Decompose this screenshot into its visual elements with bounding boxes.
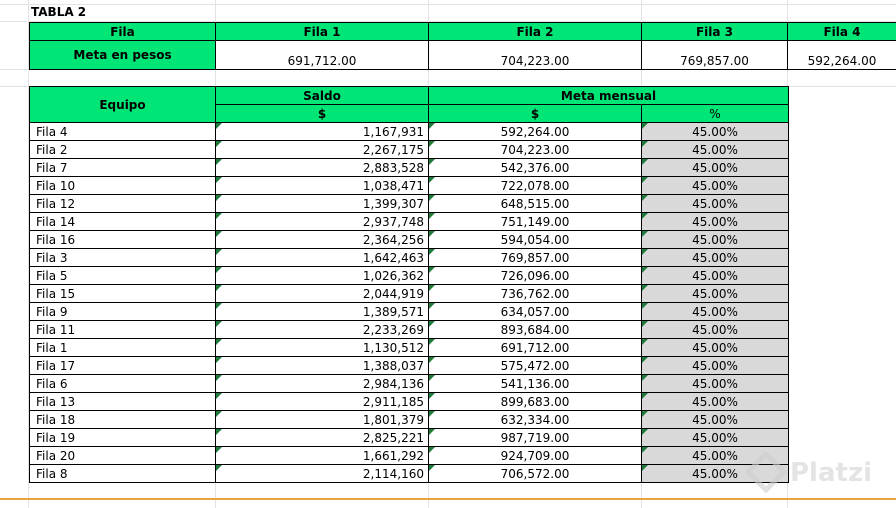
- row-saldo-cell[interactable]: [216, 411, 429, 429]
- error-indicator-icon: [216, 303, 222, 309]
- row-meta-cell[interactable]: [429, 321, 642, 339]
- error-indicator-icon: [642, 195, 648, 201]
- row-percent-cell[interactable]: [642, 303, 789, 321]
- row-meta-cell[interactable]: [429, 141, 642, 159]
- row-saldo-value: 2,825,221: [362, 430, 424, 445]
- row-saldo-value: 1,389,571: [362, 304, 424, 319]
- error-indicator-icon: [216, 411, 222, 417]
- equipo-saldo-table: [29, 86, 789, 483]
- error-indicator-icon: [642, 303, 648, 309]
- error-indicator-icon: [216, 447, 222, 453]
- row-meta-cell[interactable]: [429, 339, 642, 357]
- row-percent-value: 45.00%: [692, 304, 738, 319]
- table-row: [30, 159, 789, 177]
- error-indicator-icon: [216, 375, 222, 381]
- row-equipo-cell[interactable]: Fila 10: [30, 177, 216, 195]
- row-meta-value: 736,762.00: [500, 286, 570, 301]
- row-saldo-value: 1,038,471: [362, 178, 424, 193]
- row-saldo-cell[interactable]: [216, 195, 429, 213]
- row-saldo-value: 2,233,269: [362, 322, 424, 337]
- error-indicator-icon: [429, 141, 435, 147]
- header-cell-fila-4[interactable]: Fila 4: [788, 23, 896, 41]
- error-indicator-icon: [429, 393, 435, 399]
- table-row: [30, 465, 789, 483]
- error-indicator-icon: [216, 141, 222, 147]
- header-meta-currency[interactable]: $: [429, 105, 642, 123]
- row-meta-cell[interactable]: [429, 357, 642, 375]
- row-meta-cell[interactable]: [429, 303, 642, 321]
- row-equipo-cell[interactable]: Fila 2: [30, 141, 216, 159]
- row-percent-cell[interactable]: [642, 159, 789, 177]
- row-meta-value: 769,857.00: [500, 250, 570, 265]
- row-equipo-cell[interactable]: Fila 17: [30, 357, 216, 375]
- error-indicator-icon: [216, 213, 222, 219]
- row-percent-value: 45.00%: [692, 358, 738, 373]
- row-saldo-cell[interactable]: [216, 357, 429, 375]
- error-indicator-icon: [429, 465, 435, 471]
- row-meta-value: 632,334.00: [500, 412, 570, 427]
- table-row: [30, 285, 789, 303]
- row-meta-cell[interactable]: [429, 159, 642, 177]
- row-percent-cell[interactable]: [642, 411, 789, 429]
- row-meta-cell[interactable]: [429, 231, 642, 249]
- row-saldo-cell[interactable]: [216, 321, 429, 339]
- row-percent-cell[interactable]: [642, 249, 789, 267]
- row-equipo-cell[interactable]: Fila 14: [30, 213, 216, 231]
- row-meta-value: 722,078.00: [500, 178, 570, 193]
- error-indicator-icon: [429, 159, 435, 165]
- error-indicator-icon: [642, 123, 648, 129]
- error-indicator-icon: [642, 321, 648, 327]
- row-percent-value: 45.00%: [692, 322, 738, 337]
- error-indicator-icon: [429, 447, 435, 453]
- sheet-title: TABLA 2: [31, 5, 87, 19]
- row-percent-cell[interactable]: [642, 285, 789, 303]
- row-saldo-value: 1,130,512: [362, 340, 424, 355]
- row-meta-value: 648,515.00: [500, 196, 570, 211]
- error-indicator-icon: [216, 195, 222, 201]
- row-meta-value: 726,096.00: [500, 268, 570, 283]
- error-indicator-icon: [429, 249, 435, 255]
- row-equipo-cell[interactable]: Fila 15: [30, 285, 216, 303]
- header-meta-mensual[interactable]: Meta mensual: [429, 87, 789, 105]
- table-row: [30, 249, 789, 267]
- row-saldo-cell[interactable]: [216, 123, 429, 141]
- row-meta-value: 924,709.00: [500, 448, 570, 463]
- error-indicator-icon: [216, 177, 222, 183]
- row-equipo-cell[interactable]: Fila 9: [30, 303, 216, 321]
- table-row: [30, 429, 789, 447]
- error-indicator-icon: [429, 411, 435, 417]
- row-meta-cell[interactable]: [429, 447, 642, 465]
- row-percent-cell[interactable]: [642, 267, 789, 285]
- row-meta-cell[interactable]: [429, 195, 642, 213]
- error-indicator-icon: [642, 267, 648, 273]
- error-indicator-icon: [216, 465, 222, 471]
- meta-value-fila-4[interactable]: 592,264.00: [788, 41, 896, 70]
- error-indicator-icon: [642, 159, 648, 165]
- row-percent-value: 45.00%: [692, 412, 738, 427]
- row-meta-value: 691,712.00: [500, 340, 570, 355]
- row-meta-cell[interactable]: [429, 285, 642, 303]
- row-saldo-value: 2,364,256: [362, 232, 424, 247]
- row-saldo-value: 1,167,931: [362, 124, 424, 139]
- error-indicator-icon: [216, 393, 222, 399]
- error-indicator-icon: [642, 285, 648, 291]
- row-saldo-value: 2,114,160: [362, 466, 424, 481]
- row-equipo-cell[interactable]: Fila 7: [30, 159, 216, 177]
- row-meta-cell[interactable]: [429, 123, 642, 141]
- row-percent-value: 45.00%: [692, 430, 738, 445]
- header-saldo[interactable]: Saldo: [216, 87, 429, 105]
- row-saldo-value: 2,984,136: [362, 376, 424, 391]
- row-equipo-cell[interactable]: Fila 16: [30, 231, 216, 249]
- row-meta-cell[interactable]: [429, 393, 642, 411]
- error-indicator-icon: [216, 249, 222, 255]
- row-saldo-cell[interactable]: [216, 159, 429, 177]
- row-saldo-value: 1,642,463: [362, 250, 424, 265]
- row-percent-value: 45.00%: [692, 376, 738, 391]
- error-indicator-icon: [642, 447, 648, 453]
- error-indicator-icon: [642, 231, 648, 237]
- error-indicator-icon: [429, 267, 435, 273]
- error-indicator-icon: [216, 123, 222, 129]
- error-indicator-icon: [429, 357, 435, 363]
- header-cell-fila-2[interactable]: Fila 2: [429, 23, 642, 41]
- error-indicator-icon: [216, 285, 222, 291]
- row-percent-cell[interactable]: [642, 195, 789, 213]
- table-row: [30, 267, 789, 285]
- row-equipo-cell[interactable]: Fila 4: [30, 123, 216, 141]
- row-meta-cell[interactable]: [429, 429, 642, 447]
- header-cell-fila-1[interactable]: Fila 1: [216, 23, 429, 41]
- row-percent-value: 45.00%: [692, 250, 738, 265]
- row-saldo-cell[interactable]: [216, 465, 429, 483]
- row-equipo-cell[interactable]: Fila 1: [30, 339, 216, 357]
- row-percent-value: 45.00%: [692, 124, 738, 139]
- row-equipo-cell[interactable]: Fila 8: [30, 465, 216, 483]
- row-saldo-value: 1,388,037: [362, 358, 424, 373]
- row-equipo-cell[interactable]: Fila 20: [30, 447, 216, 465]
- row-equipo-cell[interactable]: Fila 5: [30, 267, 216, 285]
- header-cell-fila[interactable]: Fila: [30, 23, 216, 41]
- table-row: [30, 303, 789, 321]
- row-percent-cell[interactable]: [642, 213, 789, 231]
- row-saldo-cell[interactable]: [216, 375, 429, 393]
- row-saldo-value: 2,044,919: [362, 286, 424, 301]
- row-meta-cell[interactable]: [429, 249, 642, 267]
- error-indicator-icon: [642, 141, 648, 147]
- row-saldo-value: 2,883,528: [362, 160, 424, 175]
- row-saldo-cell[interactable]: [216, 303, 429, 321]
- row-percent-value: 45.00%: [692, 268, 738, 283]
- row-percent-value: 45.00%: [692, 178, 738, 193]
- row-equipo-cell[interactable]: Fila 11: [30, 321, 216, 339]
- row-percent-value: 45.00%: [692, 448, 738, 463]
- row-saldo-value: 2,911,185: [362, 394, 424, 409]
- table-row: [30, 123, 789, 141]
- error-indicator-icon: [216, 429, 222, 435]
- row-equipo-cell[interactable]: Fila 12: [30, 195, 216, 213]
- error-indicator-icon: [642, 411, 648, 417]
- row-saldo-cell[interactable]: [216, 267, 429, 285]
- row-saldo-cell[interactable]: [216, 231, 429, 249]
- row-meta-value: 542,376.00: [500, 160, 570, 175]
- header-equipo[interactable]: Equipo: [30, 87, 216, 123]
- row-meta-cell[interactable]: [429, 267, 642, 285]
- row-equipo-cell[interactable]: Fila 13: [30, 393, 216, 411]
- row-saldo-value: 2,267,175: [362, 142, 424, 157]
- row-percent-cell[interactable]: [642, 321, 789, 339]
- error-indicator-icon: [429, 231, 435, 237]
- table-row: [30, 375, 789, 393]
- error-indicator-icon: [216, 267, 222, 273]
- watermark-text: Platzi: [790, 458, 872, 488]
- error-indicator-icon: [429, 285, 435, 291]
- error-indicator-icon: [429, 303, 435, 309]
- row-percent-value: 45.00%: [692, 466, 738, 481]
- row-meta-cell[interactable]: [429, 465, 642, 483]
- row-percent-value: 45.00%: [692, 214, 738, 229]
- row-saldo-cell[interactable]: [216, 447, 429, 465]
- row-percent-cell[interactable]: [642, 231, 789, 249]
- row-percent-value: 45.00%: [692, 160, 738, 175]
- row-percent-value: 45.00%: [692, 340, 738, 355]
- row-percent-value: 45.00%: [692, 232, 738, 247]
- row-percent-cell[interactable]: [642, 123, 789, 141]
- error-indicator-icon: [216, 321, 222, 327]
- row-percent-cell[interactable]: [642, 357, 789, 375]
- table-row: [30, 141, 789, 159]
- error-indicator-icon: [642, 393, 648, 399]
- row-meta-value: 594,054.00: [500, 232, 570, 247]
- row-meta-value: 704,223.00: [500, 142, 570, 157]
- table-row: [30, 177, 789, 195]
- row-saldo-cell[interactable]: [216, 249, 429, 267]
- row-equipo-cell[interactable]: Fila 6: [30, 375, 216, 393]
- row-meta-value: 706,572.00: [500, 466, 570, 481]
- row-percent-cell[interactable]: [642, 429, 789, 447]
- error-indicator-icon: [216, 231, 222, 237]
- row-percent-cell[interactable]: [642, 375, 789, 393]
- row-percent-cell[interactable]: [642, 141, 789, 159]
- error-indicator-icon: [429, 429, 435, 435]
- row-percent-cell[interactable]: [642, 177, 789, 195]
- row-meta-cell[interactable]: [429, 213, 642, 231]
- row-saldo-cell[interactable]: [216, 339, 429, 357]
- row-meta-value: 634,057.00: [500, 304, 570, 319]
- table-row: [30, 339, 789, 357]
- error-indicator-icon: [642, 375, 648, 381]
- error-indicator-icon: [429, 339, 435, 345]
- error-indicator-icon: [429, 123, 435, 129]
- row-percent-value: 45.00%: [692, 394, 738, 409]
- meta-en-pesos-table: [29, 22, 896, 70]
- row-saldo-cell[interactable]: [216, 393, 429, 411]
- row-saldo-value: 1,026,362: [362, 268, 424, 283]
- row-meta-value: 541,136.00: [500, 376, 570, 391]
- row-saldo-value: 1,399,307: [362, 196, 424, 211]
- error-indicator-icon: [642, 213, 648, 219]
- error-indicator-icon: [642, 339, 648, 345]
- error-indicator-icon: [216, 339, 222, 345]
- row-meta-value: 592,264.00: [500, 124, 570, 139]
- row-meta-value: 987,719.00: [500, 430, 570, 445]
- error-indicator-icon: [429, 213, 435, 219]
- row-meta-cell[interactable]: [429, 375, 642, 393]
- error-indicator-icon: [642, 465, 648, 471]
- row-saldo-cell[interactable]: [216, 285, 429, 303]
- row-saldo-cell[interactable]: [216, 177, 429, 195]
- row-equipo-cell[interactable]: Fila 19: [30, 429, 216, 447]
- header-cell-fila-3[interactable]: Fila 3: [642, 23, 788, 41]
- error-indicator-icon: [429, 321, 435, 327]
- error-indicator-icon: [216, 159, 222, 165]
- table-row: [30, 411, 789, 429]
- table-row: [30, 393, 789, 411]
- row-percent-cell[interactable]: [642, 393, 789, 411]
- error-indicator-icon: [216, 357, 222, 363]
- meta-value-fila-1[interactable]: 691,712.00: [216, 41, 429, 70]
- row-equipo-cell[interactable]: Fila 18: [30, 411, 216, 429]
- error-indicator-icon: [642, 357, 648, 363]
- row-saldo-value: 1,801,379: [362, 412, 424, 427]
- header-saldo-currency[interactable]: $: [216, 105, 429, 123]
- row-percent-cell[interactable]: [642, 339, 789, 357]
- row-meta-value: 575,472.00: [500, 358, 570, 373]
- row-equipo-cell[interactable]: Fila 3: [30, 249, 216, 267]
- table-row: [30, 195, 789, 213]
- row-meta-value: 893,684.00: [500, 322, 570, 337]
- table-row: [30, 447, 789, 465]
- error-indicator-icon: [642, 249, 648, 255]
- row-saldo-cell[interactable]: [216, 213, 429, 231]
- row-saldo-value: 1,661,292: [362, 448, 424, 463]
- row-saldo-cell[interactable]: [216, 429, 429, 447]
- row-meta-value: 899,683.00: [500, 394, 570, 409]
- row-percent-value: 45.00%: [692, 196, 738, 211]
- meta-value-fila-3[interactable]: 769,857.00: [642, 41, 788, 70]
- error-indicator-icon: [429, 375, 435, 381]
- table-row: [30, 321, 789, 339]
- table-row: [30, 213, 789, 231]
- header-percent[interactable]: %: [642, 105, 789, 123]
- row-saldo-cell[interactable]: [216, 141, 429, 159]
- row-meta-cell[interactable]: [429, 177, 642, 195]
- row-percent-value: 45.00%: [692, 286, 738, 301]
- error-indicator-icon: [642, 429, 648, 435]
- meta-en-pesos-label[interactable]: Meta en pesos: [30, 41, 216, 70]
- row-meta-cell[interactable]: [429, 411, 642, 429]
- table-row: [30, 231, 789, 249]
- row-meta-value: 751,149.00: [500, 214, 570, 229]
- error-indicator-icon: [429, 177, 435, 183]
- bottom-accent-line: [0, 498, 896, 500]
- meta-value-fila-2[interactable]: 704,223.00: [429, 41, 642, 70]
- table-row: [30, 357, 789, 375]
- error-indicator-icon: [429, 195, 435, 201]
- row-saldo-value: 2,937,748: [362, 214, 424, 229]
- row-percent-value: 45.00%: [692, 142, 738, 157]
- error-indicator-icon: [642, 177, 648, 183]
